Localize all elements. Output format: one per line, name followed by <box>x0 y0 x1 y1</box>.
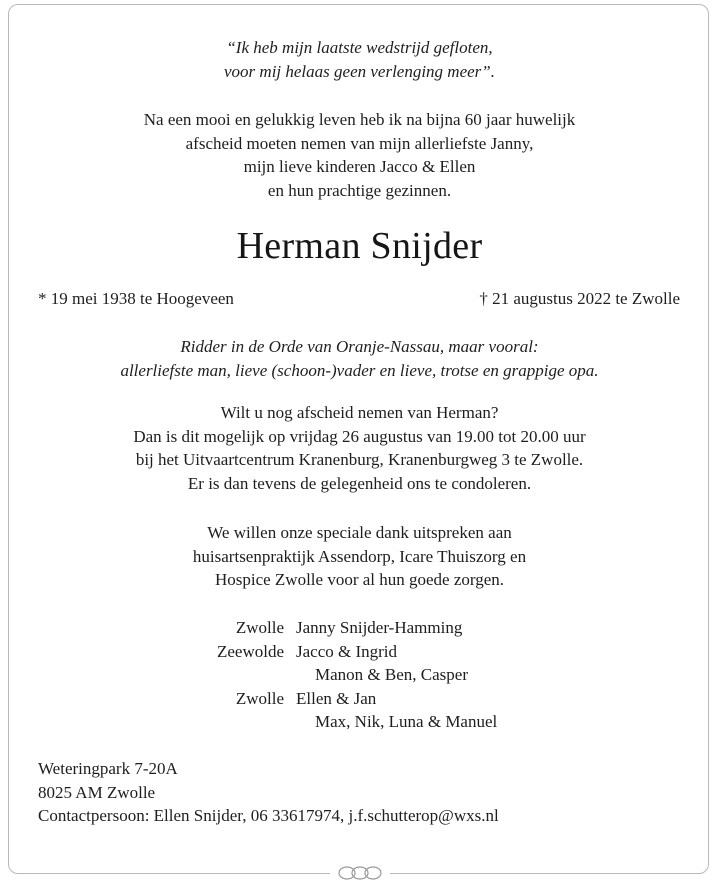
deceased-name: Herman Snijder <box>236 225 483 267</box>
intro-line: afscheid moeten nemen van mijn allerliefste Janny, <box>185 133 534 153</box>
rings-ornament-icon <box>330 864 390 882</box>
family-row <box>0 663 719 687</box>
thanks-paragraph <box>0 521 719 592</box>
family-names: Manon & Ben, Casper <box>315 665 468 684</box>
intro-line: mijn lieve kinderen Jacco & Ellen <box>243 157 476 176</box>
family-names: Ellen & Jan <box>296 688 377 708</box>
family-list <box>0 616 719 734</box>
birth-date: * 19 mei 1938 te Hoogeveen <box>38 289 234 308</box>
farewell-paragraph <box>0 401 719 495</box>
family-place: Zeewolde <box>216 641 284 661</box>
intro-line: en hun prachtige gezinnen. <box>267 180 452 200</box>
thanks-line: huisartsenpraktijk Assendorp, Icare Thuiszorg en <box>192 546 527 566</box>
honors-line: allerliefste man, lieve (schoon-)vader en lieve, trotse en grappige opa. <box>120 360 599 380</box>
family-row <box>0 710 719 734</box>
thanks-line: We willen onze speciale dank uitspreken aan <box>207 523 512 542</box>
intro-line: Na een mooi en gelukkig leven heb ik na bijna 60 jaar huwelijk <box>143 110 576 129</box>
family-place: Zwolle <box>235 618 284 637</box>
address-street: Weteringpark 7-20A <box>38 759 178 778</box>
intro-paragraph <box>0 108 719 202</box>
honors-line: Ridder in de Orde van Oranje-Nassau, maar vooral: <box>180 337 539 356</box>
family-row <box>0 687 719 711</box>
contact-line: Contactpersoon: Ellen Snijder, 06 33617974, j.f.schutterop@wxs.nl <box>38 806 499 825</box>
opening-quote <box>0 36 719 83</box>
address-block <box>38 757 499 828</box>
family-names: Janny Snijder-Hamming <box>296 618 463 637</box>
family-place: Zwolle <box>235 688 284 708</box>
farewell-line: Dan is dit mogelijk op vrijdag 26 augustus van 19.00 tot 20.00 uur <box>133 426 586 446</box>
death-date: † 21 augustus 2022 te Zwolle <box>479 289 680 308</box>
quote-line: voor mij helaas geen verlenging meer”. <box>224 61 495 81</box>
farewell-line: Er is dan tevens de gelegenheid ons te condoleren. <box>187 473 532 493</box>
address-postal-city: 8025 AM Zwolle <box>38 782 156 802</box>
farewell-line: Wilt u nog afscheid nemen van Herman? <box>220 403 499 422</box>
family-row <box>0 616 719 640</box>
quote-line: “Ik heb mijn laatste wedstrijd gefloten, <box>226 38 493 57</box>
farewell-line: bij het Uitvaartcentrum Kranenburg, Kranenburgweg 3 te Zwolle. <box>135 450 584 469</box>
thanks-line: Hospice Zwolle voor al hun goede zorgen. <box>214 570 505 589</box>
honors-paragraph <box>0 335 719 382</box>
family-names: Jacco & Ingrid <box>296 641 398 661</box>
family-names: Max, Nik, Luna & Manuel <box>315 712 498 731</box>
family-row <box>0 640 719 664</box>
